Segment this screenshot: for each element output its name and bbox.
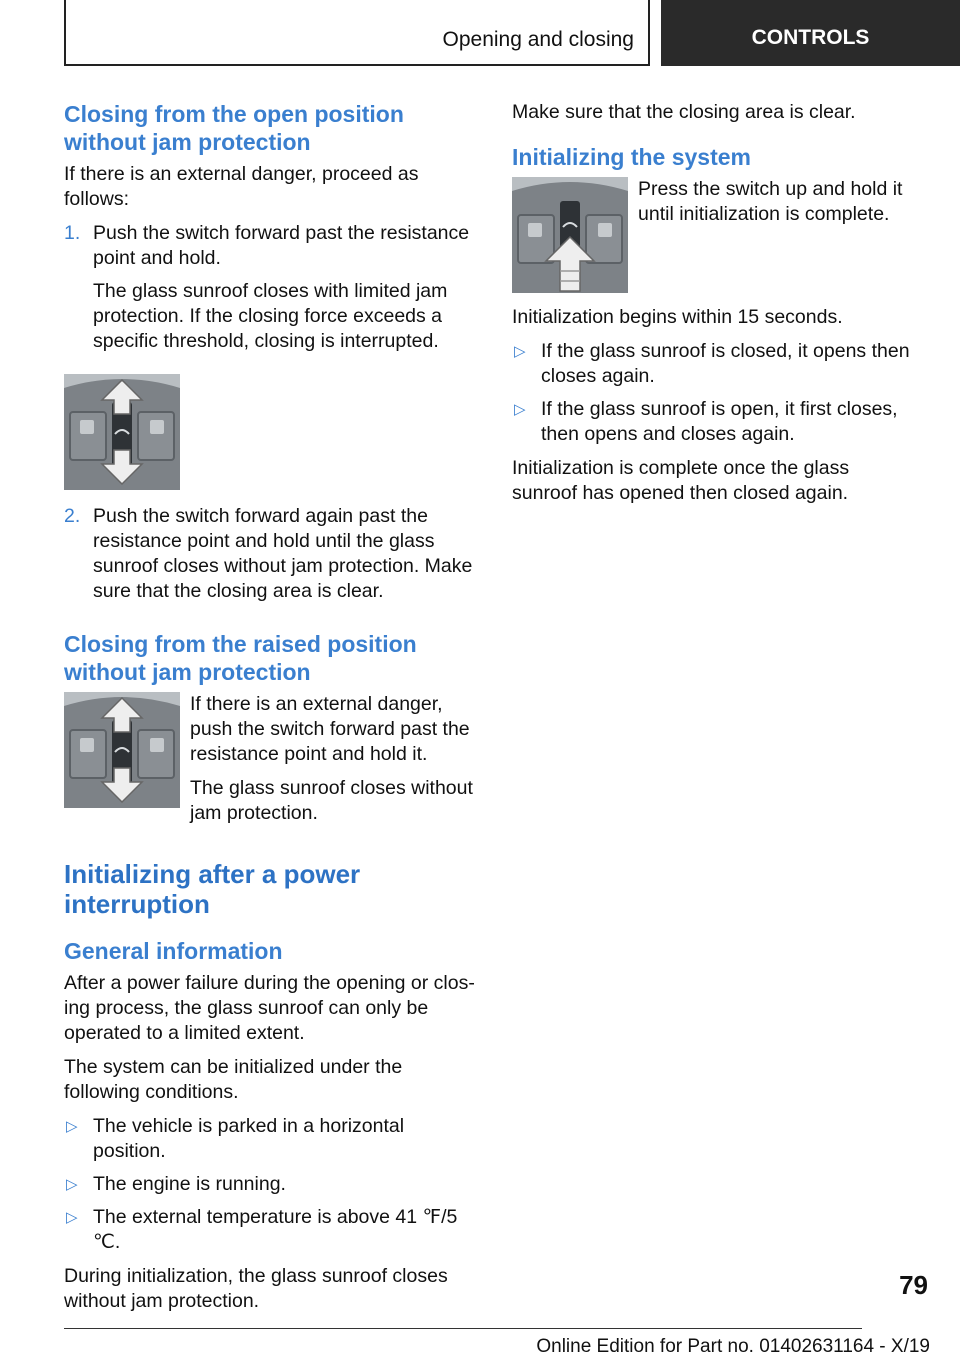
list-item: ▷ If the glass sunroof is open, it first closes, then opens and closes again. (514, 398, 898, 445)
init-cases-list (512, 339, 912, 447)
step-2 (64, 504, 478, 612)
step-number: 2. (64, 505, 81, 527)
right-column (512, 100, 912, 515)
header-rule-separator (648, 0, 650, 66)
footer-rule (64, 1328, 862, 1329)
heading-initializing-after-power: Initializing after a power interruption (64, 859, 361, 919)
triangle-right-icon: ▷ (66, 1176, 78, 1193)
list-item: ▷ The vehicle is parked in a horizontal position. (66, 1115, 405, 1162)
heading-general-information: General information (64, 938, 283, 964)
list-item: ▷ If the glass sunroof is closed, it opens then closes again. (514, 340, 910, 387)
open-intro: If there is an external danger, proceed as follows: (64, 163, 419, 210)
general-paragraph-3: During initialization, the glass sunroof closes without jam protection. (64, 1265, 448, 1312)
step-1 (64, 221, 478, 362)
clear-area-note: Make sure that the closing area is clear. (512, 101, 856, 123)
header-section-title: Opening and closing (442, 28, 634, 51)
init-complete-note: Initialization is complete once the glass sunroof has opened then closed again. (512, 457, 850, 504)
triangle-right-icon: ▷ (514, 343, 526, 360)
switch-figure-up (512, 177, 628, 293)
switch-figure-forward (64, 374, 180, 490)
header-rule-bottom (64, 64, 650, 66)
general-paragraph-2: The system can be initialized under the following conditions. (64, 1056, 403, 1103)
page-number: 79 (899, 1270, 928, 1300)
step-number: 1. (64, 222, 81, 244)
step-note: The glass sunroof closes with limited jam protection. If the closing force exceeds a specific threshold, closing is interrupted. (93, 280, 448, 352)
step-text: Push the switch forward again past the resistance point and hold until the glass sunroof closes without jam protection. Make sure that the closing area is clear. (93, 505, 473, 602)
raised-result: The glass sunroof closes without jam protection. (190, 777, 473, 824)
init-instruction: Press the switch up and hold it until initialization is complete. (638, 178, 903, 225)
header-chapter-tab: CONTROLS (661, 0, 960, 66)
triangle-right-icon: ▷ (514, 401, 526, 418)
general-paragraph-1: After a power failure during the opening or closing process, the glass sunroof can only be operated to a limited extent. (64, 972, 475, 1044)
page-header (0, 0, 960, 66)
header-rule-left (64, 0, 66, 66)
triangle-right-icon: ▷ (66, 1118, 78, 1135)
footer-edition: Online Edition for Part no. 01402631164 - X/19 (536, 1336, 930, 1357)
heading-closing-open-position: Closing from the open position without jam protection (64, 101, 404, 155)
step-text: Push the switch forward past the resistance point and hold. (93, 222, 470, 269)
page-footer (0, 1270, 960, 1362)
conditions-list (64, 1114, 478, 1255)
triangle-right-icon: ▷ (66, 1209, 78, 1226)
heading-closing-raised-position: Closing from the raised position without jam protection (64, 631, 417, 685)
init-begins-note: Initialization begins within 15 seconds. (512, 306, 843, 328)
list-item: ▷ The engine is running. (66, 1173, 286, 1195)
switch-figure-raised (64, 692, 180, 808)
list-item: ▷ The external temperature is above 41 ℉/5 ℃. (66, 1206, 458, 1253)
heading-initializing-system: Initializing the system (512, 144, 751, 170)
raised-instruction: If there is an external danger, push the switch forward past the resistance point and hold it. (190, 693, 470, 765)
left-column (64, 100, 478, 1323)
